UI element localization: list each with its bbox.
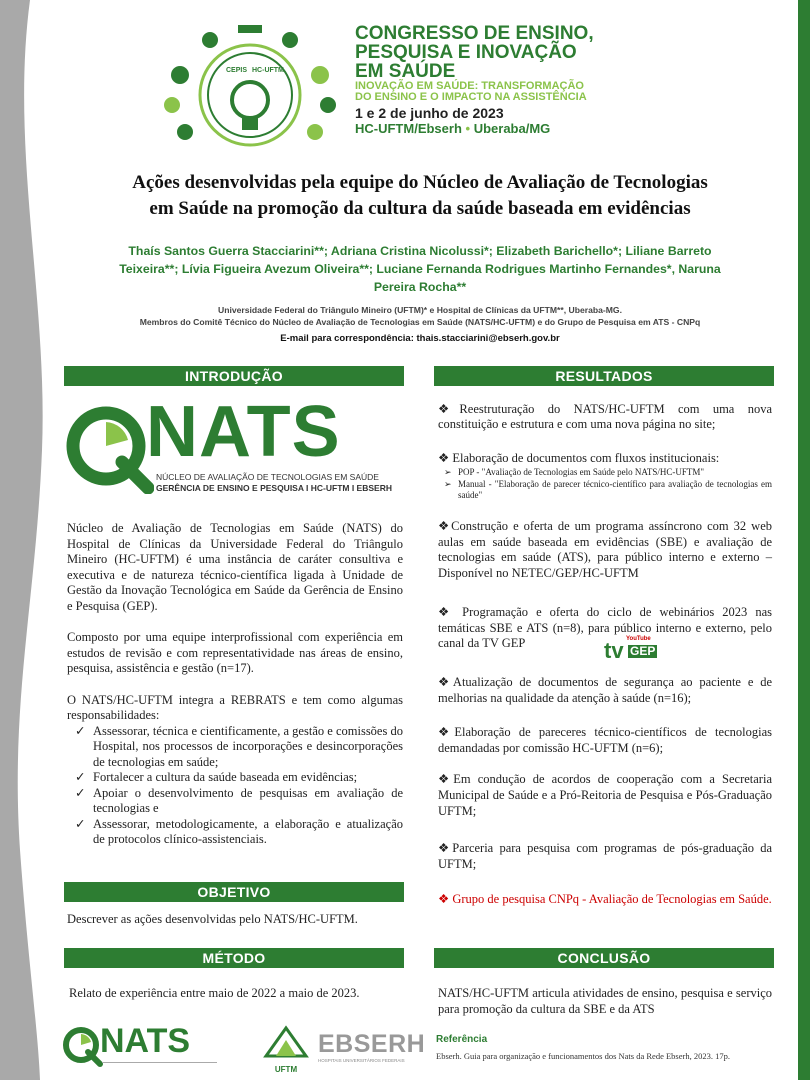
left-wave-decoration [0, 0, 60, 1080]
logo-text-cepis: CEPIS [226, 67, 248, 74]
section-resultados: RESULTADOS [434, 366, 774, 386]
result-2: ❖ Elaboração de documentos com fluxos institucionais: [438, 451, 720, 465]
arrow-icon: ➢ [444, 479, 452, 489]
uftm-icon [262, 1022, 310, 1060]
congress-lightbulb-logo [150, 20, 350, 155]
right-green-strip [798, 0, 810, 1080]
congress-place [355, 121, 675, 136]
footer-ebserh-sub: HOSPITAIS UNIVERSITÁRIOS FEDERAIS [318, 1058, 405, 1063]
referencia-label: Referência [436, 1034, 488, 1045]
tv-gep-logo [604, 636, 684, 664]
result-2-sub1-text: POP - "Avaliação de Tecnologias em Saúde pelo NATS/HC-UFTM" [458, 467, 705, 477]
authors-line3: Pereira Rocha** [373, 280, 467, 294]
intro-paragraph3: O NATS/HC-UFTM integra a REBRATS e tem como algumas responsabilidades: [67, 692, 403, 722]
correspondence-email: E-mail para correspondência: thais.stacciarini@ebserh.gov.br [280, 333, 560, 344]
tvgep-youtube: YouTube [626, 636, 651, 642]
title-line2: em Saúde na promoção da cultura da saúde baseada em evidências [149, 198, 691, 219]
list-item: ✓ Assessorar, técnica e cientificamente, a gestão e comissões do Hospital, nos processos de incorporações e desincorporações de tecnologias em saúde; [67, 724, 403, 771]
intro-paragraph1: Núcleo de Avaliação de Tecnologias em Saúde (NATS) do Hospital de Clínicas da Universidade Federal do Triângulo Mineiro (HC-UFTM) é uma instância de caráter consultiva e executiva e de natureza técnico-científica ligada à Unidade de Gestão da Inovação Tecnológica em Saúde da Gerência de Ensino e Pesquisa (GEP). [67, 521, 403, 613]
affiliation [60, 304, 780, 328]
list-item: ✓ Apoiar o desenvolvimento de pesquisas em avaliação de tecnologias e [67, 786, 403, 817]
place-sep: • [465, 121, 471, 136]
result-8: ❖Parceria para pesquisa com programas de pós-graduação da UFTM; [438, 841, 772, 871]
congress-title-line1: CONGRESSO DE ENSINO, [355, 23, 594, 44]
footer-nats-logo [62, 1022, 222, 1070]
result-5: ❖Atualização de documentos de segurança ao paciente e de melhorias na qualidade da atenção à saúde (n=16); [438, 675, 772, 705]
footer-uftm-logo [262, 1022, 310, 1074]
intro-paragraph2: Composto por uma equipe interprofissional com experiência em estudos de revisão e com representatividade nas áreas de ensino, pesquisa, assistência e gestão (n=17). [67, 630, 403, 675]
referencia-text: Ebserh. Guia para organização e funcionamentos dos Nats da Rede Ebserh, 2023. 17p. [436, 1051, 730, 1061]
affiliation-line1: Universidade Federal do Triângulo Mineiro (UFTM)* e Hospital de Clínicas da UFTM**, Uberaba-MG. [218, 305, 622, 315]
arrow-icon: ➢ [444, 467, 452, 477]
section-objetivo: OBJETIVO [64, 882, 404, 902]
intro-body [67, 521, 403, 848]
congress-title-line3: EM SAÚDE [355, 61, 456, 82]
logo-text-hcuftm: HC-UFTM [252, 67, 284, 74]
objetivo-text: Descrever as ações desenvolvidas pelo NATS/HC-UFTM. [67, 912, 358, 926]
section-metodo: MÉTODO [64, 948, 404, 968]
result-7: ❖Em condução de acordos de cooperação com a Secretaria Municipal de Saúde e a Pró-Reitoria de Pesquisa e Pós-Graduação UFTM; [438, 772, 772, 818]
result-2-sub1 [438, 467, 772, 478]
section-introducao: INTRODUÇÃO [64, 366, 404, 386]
footer-nats-divider [102, 1062, 217, 1063]
result-2-sub2 [438, 479, 772, 500]
congress-title-line2: PESQUISA E INOVAÇÃO [355, 42, 577, 63]
nats-logo [64, 392, 404, 500]
poster-title [60, 170, 780, 222]
affiliation-line2: Membros do Comitê Técnico do Núcleo de Avaliação de Tecnologias em Saúde (NATS/HC-UFTM) e do Grupo de Pesquisa em ATS - CNPq [139, 317, 701, 327]
tvgep-tv: tv [604, 638, 624, 663]
footer-uftm-text: UFTM [274, 1065, 298, 1074]
metodo-text: Relato de experiência entre maio de 2022 a maio de 2023. [69, 986, 360, 1000]
nats-logo-line2: GERÊNCIA DE ENSINO E PESQUISA I HC-UFTM I EBSERH [156, 483, 392, 493]
result-9: ❖ Grupo de pesquisa CNPq - Avaliação de Tecnologias em Saúde. [438, 892, 772, 906]
footer-ebserh-text: EBSERH [318, 1030, 426, 1058]
congress-dates: 1 e 2 de junho de 2023 [355, 105, 504, 121]
nats-q-icon-small [62, 1026, 104, 1068]
list-item: ✓ Fortalecer a cultura da saúde baseada em evidências; [67, 770, 403, 786]
theme-line2: DO ENSINO E O IMPACTO NA ASSISTÊNCIA [355, 91, 587, 103]
result-2-sub2-text: Manual - "Elaboração de parecer técnico-científico para avaliação de tecnologias em saúde" [458, 479, 772, 500]
footer-nats-text: NATS [100, 1022, 191, 1060]
footer-ebserh-logo [318, 1030, 426, 1063]
tvgep-gep: GEP [630, 644, 656, 658]
nats-logo-line1: NÚCLEO DE AVALIAÇÃO DE TECNOLOGIAS EM SAÚDE [156, 472, 379, 482]
section-conclusao: CONCLUSÃO [434, 948, 774, 968]
result-6: ❖Elaboração de pareceres técnico-científicos de tecnologias demandadas por comissão HC-UFTM (n=6); [438, 725, 772, 755]
nats-logo-big: NATS [146, 392, 341, 472]
authors-line1: Thaís Santos Guerra Stacciarini**; Adriana Cristina Nicolussi*; Elizabeth Barichello*; Liliane Barreto [128, 244, 712, 258]
title-line1: Ações desenvolvidas pela equipe do Núcleo de Avaliação de Tecnologias [132, 172, 708, 193]
place-b: Uberaba/MG [473, 121, 551, 136]
authors [60, 242, 780, 296]
nats-q-icon [64, 404, 154, 494]
authors-line2: Teixeira**; Lívia Figueira Avezum Oliveira**; Luciane Fernanda Rodrigues Martinho Fernandes*, Naruna [119, 262, 721, 276]
responsibilities-list [67, 724, 403, 848]
result-3: ❖Construção e oferta de um programa assíncrono com 32 web aulas em saúde baseada em evidências (SBE) e avaliação de tecnologias em saúde (ATS), para público interno e externo – Disponível no NETEC/GEP/HC-UFTM [438, 519, 772, 580]
congress-header [355, 24, 675, 136]
place-a: HC-UFTM/Ebserh [355, 121, 462, 136]
result-4: ❖ Programação e oferta do ciclo de webinários 2023 nas temáticas SBE e ATS (n=8), para público interno e externo, pelo canal da TV GEP [438, 605, 772, 650]
conclusao-text: NATS/HC-UFTM articula atividades de ensino, pesquisa e serviço para promoção da cultura da SBE e da ATS [438, 986, 772, 1016]
list-item: ✓ Assessorar, metodologicamente, a elaboração e atualização de protocolos clínico-assistenciais. [67, 817, 403, 848]
theme-line1: INOVAÇÃO EM SAÚDE: TRANSFORMAÇÃO [355, 80, 584, 92]
result-1: ❖Reestruturação do NATS/HC-UFTM com uma nova constituição e estrutura e com uma nova página no site; [438, 402, 772, 431]
